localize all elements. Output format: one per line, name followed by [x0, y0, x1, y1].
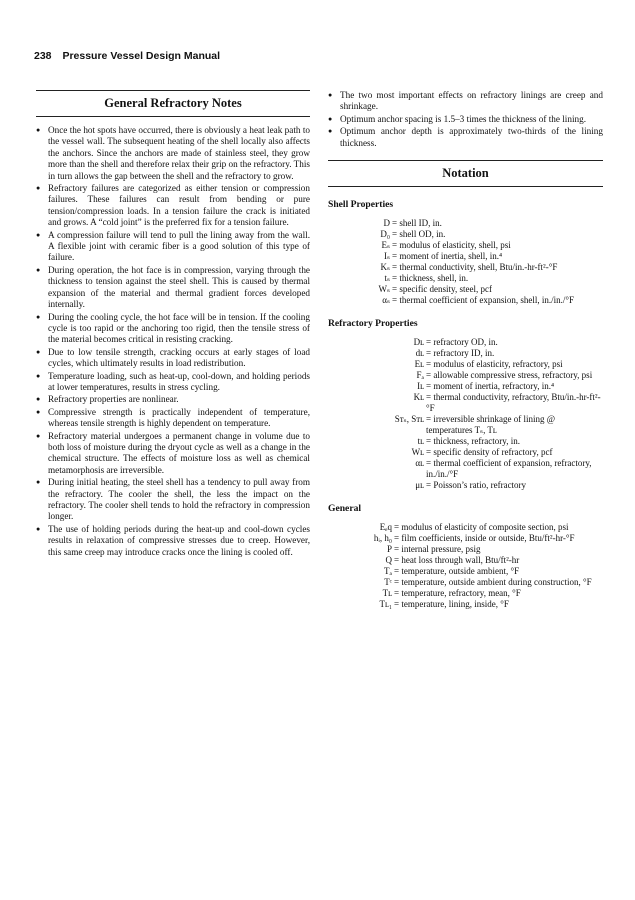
notation-entry [328, 414, 603, 436]
notation-symbol: Kʟ [413, 392, 424, 403]
notation-definition: = specific density, steel, pcf [392, 284, 492, 295]
left-column [36, 90, 310, 559]
note-bullet: ● Refractory failures are categorized as either tension or compression failures. These failures can result from bending or pure tension/compression loads. In a tension failure the crack is initiated and grows. A “cold joint” is the preferred fix for a tension failure. [36, 183, 310, 229]
notation-definition: = moment of inertia, refractory, in.⁴ [426, 381, 555, 392]
notation-definition: = heat loss through wall, Btu/ft²-hr [394, 555, 520, 566]
notation-symbol: Tᶜ [384, 577, 392, 588]
shell-properties-list [328, 218, 603, 306]
note-bullet: ● Optimum anchor depth is approximately two-thirds of the lining thickness. [328, 126, 603, 149]
notation-symbol: P [386, 544, 392, 555]
notation-entry [328, 436, 603, 447]
refractory-properties-heading: Refractory Properties [328, 318, 418, 330]
notation-entry [328, 273, 603, 284]
note-bullet: ● During initial heating, the steel shell has a tendency to pull away from the refractory. The cooler the shell, the less the impact on the refractory. The cooler shell tends to hold the refractory in compression longer. [36, 477, 310, 523]
notation-symbol: dʟ [415, 348, 424, 359]
note-bullet: ● Due to low tensile strength, cracking occurs at early stages of load cycles, which ultimately results in load redistribution. [36, 347, 310, 370]
notation-definition: = temperature, refractory, mean, °F [394, 588, 521, 599]
notation-definition: = refractory OD, in. [426, 337, 498, 348]
notation-entry [328, 229, 603, 240]
notation-entry [328, 218, 603, 229]
note-bullet: ● A compression failure will tend to pull the lining away from the wall. A flexible joint with ceramic fiber is a good solution of this type of failure. [36, 230, 310, 264]
notation-entry [328, 480, 603, 491]
notation-symbol: Tₐ [384, 566, 392, 577]
notation-entry [328, 533, 603, 544]
notation-symbol: Sᴛₛ, Sᴛʟ [394, 414, 424, 425]
notation-definition: = refractory ID, in. [426, 348, 495, 359]
notation-entry [328, 566, 603, 577]
notation-title: Notation [328, 161, 603, 187]
note-bullet: ● Temperature loading, such as heat-up, cool-down, and holding periods at lower temperatures, results in stress cycling. [36, 371, 310, 394]
notation-entry [328, 337, 603, 348]
note-bullet: ● Optimum anchor spacing is 1.5–3 times the thickness of the lining. [328, 114, 603, 125]
notation-entry [328, 458, 603, 480]
notation-definition: = allowable compressive stress, refractory, psi [426, 370, 593, 381]
notation-entry [328, 392, 603, 414]
notation-definition: = temperature, lining, inside, °F [394, 599, 509, 610]
refractory-properties-list [328, 337, 603, 491]
notation-entry [328, 240, 603, 251]
notation-definition: = modulus of elasticity, shell, psi [392, 240, 511, 251]
notation-symbol: αₛ [382, 295, 390, 306]
notation-definition: = specific density of refractory, pcf [426, 447, 553, 458]
notation-entry [328, 251, 603, 262]
notation-definition: = temperature, outside ambient, °F [394, 566, 520, 577]
notation-symbol: Kₛ [380, 262, 390, 273]
note-bullet: ● The use of holding periods during the heat-up and cool-down cycles results in relaxation of compressive stresses due to creep. However, this same creep may introduce cracks once the lining is cooled off. [36, 524, 310, 558]
notation-symbol: Eₛ [381, 240, 390, 251]
right-column [328, 90, 603, 610]
notation-entry [328, 370, 603, 381]
notation-symbol: Tʟ [382, 588, 392, 599]
page-number: 238 [34, 50, 52, 62]
notation-entry [328, 588, 603, 599]
notation-definition: = modulus of elasticity, refractory, psi [426, 359, 563, 370]
notation-symbol: μʟ [415, 480, 424, 491]
notation-entry [328, 555, 603, 566]
note-bullet: ● The two most important effects on refractory linings are creep and shrinkage. [328, 90, 603, 113]
notation-entry [328, 599, 603, 610]
notation-definition: = shell OD, in. [392, 229, 446, 240]
notation-definition: = temperature, outside ambient during construction, °F [394, 577, 592, 588]
notation-definition: = thermal coefficient of expansion, refractory, in./in./°F [426, 458, 592, 480]
notation-symbol: Q [385, 555, 392, 566]
notation-symbol: Wʟ [411, 447, 424, 458]
note-bullet: ● Refractory properties are nonlinear. [36, 394, 310, 405]
notation-entry [328, 348, 603, 359]
notation-entry [328, 262, 603, 273]
notation-symbol: Tʟ₁ [379, 599, 392, 610]
note-bullet: ● Refractory material undergoes a permanent change in volume due to both loss of moisture during the dryout cycle as well as a change in the chemical structure. The effects of moisture loss as well as chemical metamorphosis are irreversible. [36, 431, 310, 477]
note-bullet: ● Compressive strength is practically independent of temperature, whereas tensile strength is highly dependent on temperature. [36, 407, 310, 430]
notation-symbol: Dʟ [413, 337, 424, 348]
notation-definition: = moment of inertia, shell, in.⁴ [392, 251, 503, 262]
notation-symbol: Iʟ [417, 381, 424, 392]
notation-symbol: Eₑq [379, 522, 392, 533]
notation-symbol: Wₛ [378, 284, 390, 295]
notation-entry [328, 359, 603, 370]
general-refractory-notes-title: General Refractory Notes [36, 91, 310, 117]
page-header [34, 50, 220, 62]
notation-symbol: αʟ [415, 458, 424, 469]
notation-definition: = thickness, refractory, in. [426, 436, 520, 447]
notation-symbol: tₛ [384, 273, 390, 284]
notation-symbol: D₀ [380, 229, 390, 240]
shell-properties-heading: Shell Properties [328, 199, 394, 211]
notation-symbol: Eʟ [414, 359, 424, 370]
notation-definition: = thickness, shell, in. [392, 273, 469, 284]
notation-definition: = internal pressure, psig [394, 544, 481, 555]
notation-symbol: hᵢ, h₀ [373, 533, 392, 544]
notation-definition: = modulus of elasticity of composite section, psi [394, 522, 569, 533]
notation-entry [328, 381, 603, 392]
notation-symbol: Iₛ [383, 251, 390, 262]
notation-symbol: tʟ [417, 436, 424, 447]
notation-entry [328, 284, 603, 295]
notation-definition: = shell ID, in. [392, 218, 442, 229]
note-bullet: ● During operation, the hot face is in compression, varying through the thickness to tension against the steel shell. This is caused by thermal expansion of the material and thermal gradient forces developed internally. [36, 265, 310, 311]
notation-definition: = thermal conductivity, shell, Btu/in.-hr-ft²-°F [392, 262, 558, 273]
notation-symbol: D [383, 218, 390, 229]
notation-symbol: Fₐ [416, 370, 424, 381]
book-title: Pressure Vessel Design Manual [62, 50, 221, 62]
notation-entry [328, 447, 603, 458]
general-heading: General [328, 503, 362, 515]
general-properties-list [328, 522, 603, 610]
refractory-notes-continued-list [328, 90, 603, 149]
notation-definition: = Poisson’s ratio, refractory [426, 480, 527, 491]
notation-definition: = film coefficients, inside or outside, Btu/ft²-hr-°F [394, 533, 575, 544]
notation-definition: = irreversible shrinkage of lining @ temperatures Tₛ, Tʟ [426, 414, 556, 436]
note-bullet: ● Once the hot spots have occurred, there is obviously a heat leak path to the vessel wall. The subsequent heating of the shell locally also affects the anchors. Since the anchors are made of stainless steel, they grow more than the shell and therefore relax their grip on the refractory. This in turn allows the gap between the shell and the refractory to grow. [36, 125, 310, 182]
notation-entry [328, 522, 603, 533]
notation-entry [328, 295, 603, 306]
note-bullet: ● During the cooling cycle, the hot face will be in tension. If the cooling cycle is too rapid or the anchoring too rigid, then the tensile stress of the material becomes critical in resisting cracking. [36, 312, 310, 346]
notation-definition: = thermal coefficient of expansion, shell, in./in./°F [392, 295, 574, 306]
notation-definition: = thermal conductivity, refractory, Btu/in.-hr-ft²-°F [426, 392, 601, 414]
refractory-notes-list [36, 125, 310, 558]
notation-entry [328, 544, 603, 555]
notation-entry [328, 577, 603, 588]
